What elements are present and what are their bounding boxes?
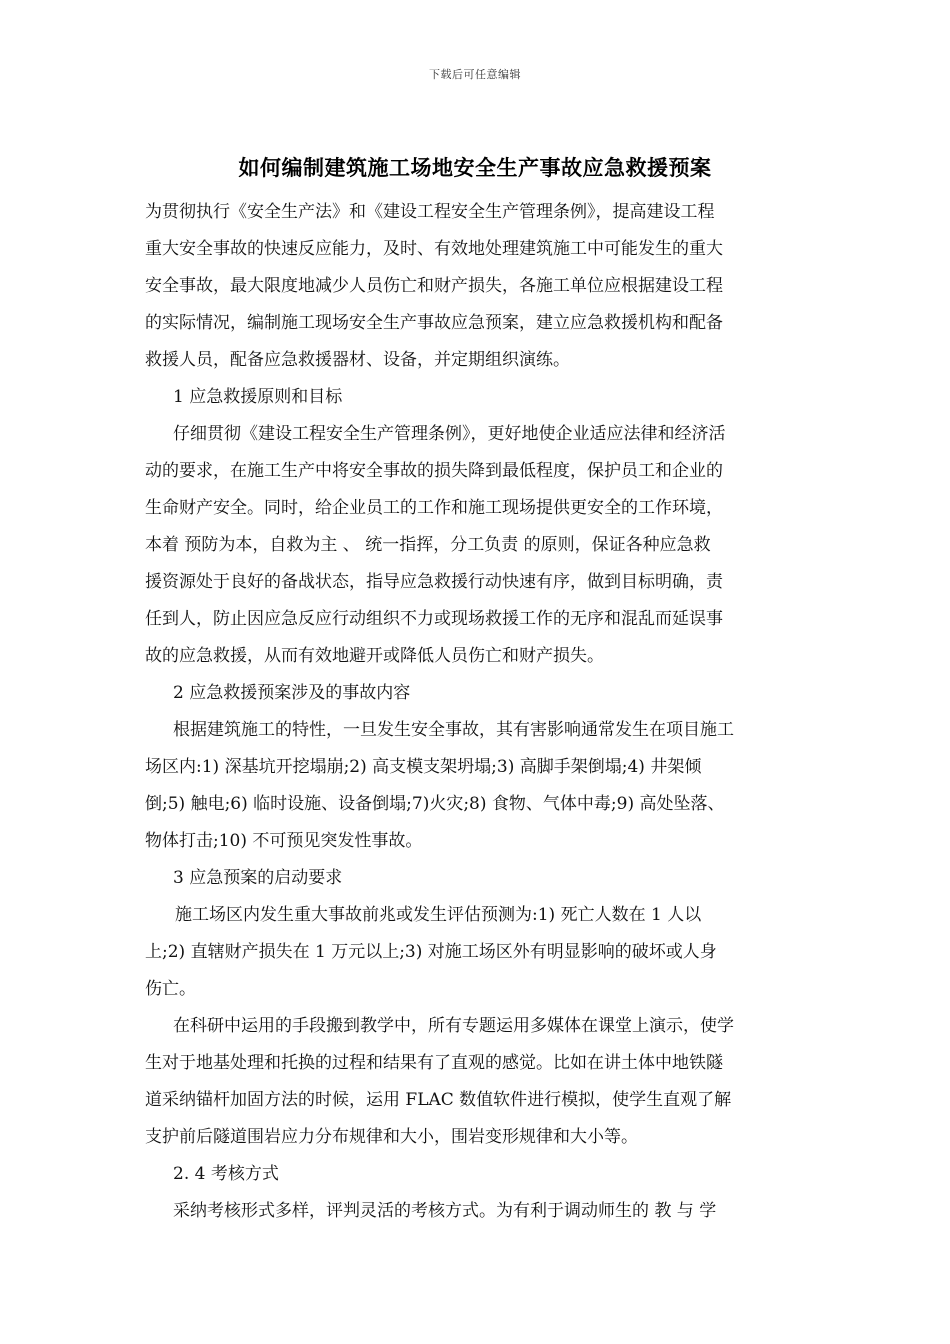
paragraph-line: 采纳考核形式多样，评判灵活的考核方式。为有利于调动师生的 教 与 学 [173,1201,717,1221]
paragraph-line: 重大安全事故的快速反应能力，及时、有效地处理建筑施工中可能发生的重大 [145,239,723,259]
paragraph-line: 生对于地基处理和托换的过程和结果有了直观的感觉。比如在讲土体中地铁隧 [145,1053,723,1073]
paragraph-line: 本着 预防为本，自救为主 、 统一指挥，分工负责 的原则，保证各种应急救 [145,535,711,555]
document-body [145,194,825,1230]
paragraph-line: 生命财产安全。同时，给企业员工的工作和施工现场提供更安全的工作环境， [145,498,723,518]
paragraph-line: 援资源处于良好的备战状态，指导应急救援行动快速有序，做到目标明确，责 [145,572,723,592]
document-title: 如何编制建筑施工场地安全生产事故应急救援预案 [238,155,712,180]
header-note: 下载后可任意编辑 [429,68,521,81]
section-heading: 2. 4 考核方式 [173,1164,279,1184]
paragraph-line: 的实际情况，编制施工现场安全生产事故应急预案，建立应急救援机构和配备 [145,313,723,333]
section-heading: 1 应急救援原则和目标 [173,387,343,407]
paragraph-line: 施工场区内发生重大事故前兆或发生评估预测为:1) 死亡人数在 1 人以 [175,905,702,925]
paragraph-line: 故的应急救援，从而有效地避开或降低人员伤亡和财产损失。 [145,646,604,666]
paragraph-line: 安全事故，最大限度地减少人员伤亡和财产损失，各施工单位应根据建设工程 [145,276,723,296]
paragraph-line: 在科研中运用的手段搬到教学中，所有专题运用多媒体在课堂上演示，使学 [173,1016,734,1036]
paragraph-line: 仔细贯彻《建设工程安全生产管理条例》，更好地使企业适应法律和经济活 [173,424,726,444]
paragraph-line: 支护前后隧道围岩应力分布规律和大小，围岩变形规律和大小等。 [145,1127,638,1147]
paragraph-line: 为贯彻执行《安全生产法》和《建设工程安全生产管理条例》，提高建设工程 [145,202,715,222]
paragraph-line: 动的要求，在施工生产中将安全事故的损失降到最低程度，保护员工和企业的 [145,461,723,481]
paragraph-line: 道采纳锚杆加固方法的时候，运用 FLAC 数值软件进行模拟，使学生直观了解 [145,1090,732,1110]
paragraph-line: 救援人员，配备应急救援器材、设备，并定期组织演练。 [145,350,570,370]
section-heading: 2 应急救援预案涉及的事故内容 [173,683,411,703]
paragraph-line: 根据建筑施工的特性，一旦发生安全事故，其有害影响通常发生在项目施工 [173,720,734,740]
section-heading: 3 应急预案的启动要求 [173,868,343,888]
paragraph-line: 倒;5) 触电;6) 临时设施、设备倒塌;7)火灾;8) 食物、气体中毒;9) 高处坠落、 [145,794,725,814]
paragraph-line: 伤亡。 [145,979,196,999]
paragraph-line: 物体打击;10) 不可预见突发性事故。 [145,831,423,851]
paragraph-line: 上;2) 直辖财产损失在 1 万元以上;3) 对施工场区外有明显影响的破坏或人身 [145,942,717,962]
paragraph-line: 任到人，防止因应急反应行动组织不力或现场救援工作的无序和混乱而延误事 [145,609,723,629]
paragraph-line: 场区内:1) 深基坑开挖塌崩;2) 高支模支架坍塌;3) 高脚手架倒塌;4) 井架倾 [145,757,702,777]
